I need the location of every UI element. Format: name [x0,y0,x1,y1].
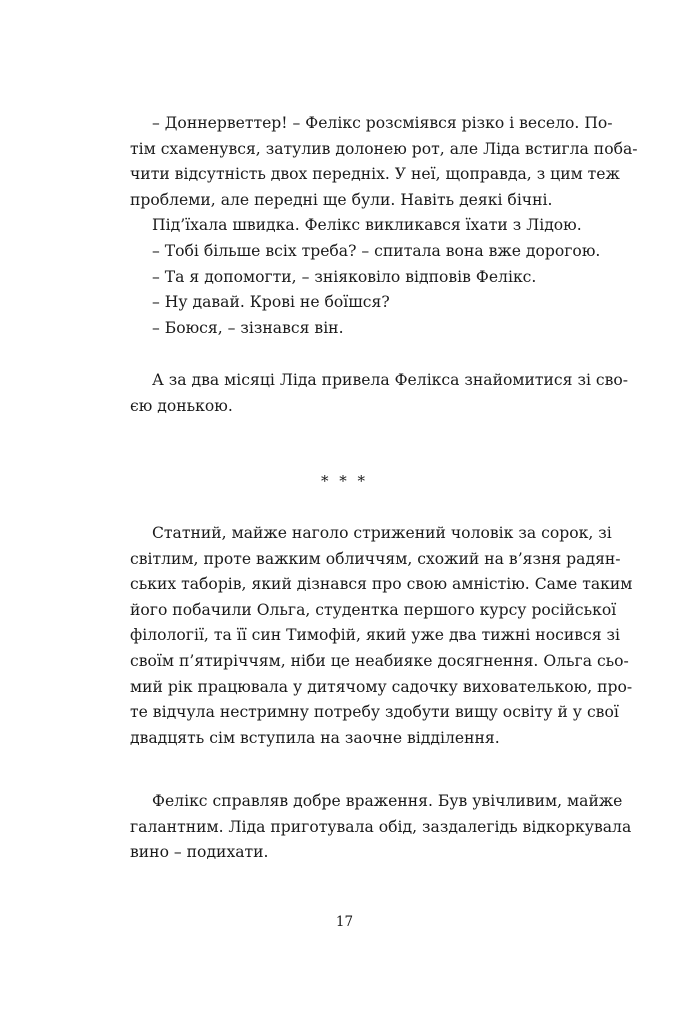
text-line: проблеми, але передні ще були. Навіть деякі бічні. [130,190,553,209]
text-line: тім схаменувся, затулив долонею рот, але Ліда встигла поба- [130,139,638,158]
text-line: чити відсутність двох передніх. У неї, щоправда, з цим теж [130,165,620,184]
text-line: його побачили Ольга, студентка першого курсу російської [130,600,617,619]
text-line: філології, та її син Тимофій, який уже два тижні носився зі [130,626,621,645]
text-line: галантним. Ліда приготувала обід, заздалегідь відкоркувала [130,817,632,836]
paragraph-2: Під’їхала швидка. Фелікс викликався їхати з Лідою. [152,216,582,235]
text-line: мий рік працювала у дитячому садочку вихователькою, про- [130,677,633,696]
text-line: те відчула нестримну потребу здобути вищу освіту й у свої [130,703,619,722]
paragraph-1 [130,111,638,213]
text-block-top [130,111,638,341]
text-line: вино – подихати. [130,843,269,862]
text-line: двадцять сім вступила на заочне відділення. [130,728,500,747]
section-separator: * * * [320,472,369,490]
dialogue-line: – Боюся, – зізнався він. [152,318,344,337]
paragraph-3 [130,368,629,419]
paragraph-5 [130,789,632,866]
dialogue [130,239,601,341]
dialogue-line: – Та я допомогти, – зніяковіло відповів Фелікс. [152,267,537,286]
dialogue-line: – Ну давай. Крові не боїшся? [152,293,390,312]
paragraph-4 [130,521,633,751]
page-number: 17 [335,914,354,930]
text-line: своїм п’ятиріччям, ніби це неабияке досягнення. Ольга сьо- [130,651,629,670]
text-line: світлим, проте важким обличчям, схожий на в’язня радян- [130,549,621,568]
text-line: єю донькою. [130,396,233,415]
text-line: – Доннерветтер! – Фелікс розсміявся різко і весело. По- [152,114,613,132]
text-line: Фелікс справляв добре враження. Був увічливим, майже [152,792,623,810]
text-line: Статний, майже наголо стрижений чоловік за сорок, зі [152,524,612,542]
text-line: ських таборів, який дізнався про свою амністію. Саме таким [130,575,633,594]
dialogue-line: – Тобі більше всіх треба? – спитала вона вже дорогою. [152,241,601,260]
text-line: А за два місяці Ліда привела Фелікса знайомитися зі сво- [152,371,629,389]
